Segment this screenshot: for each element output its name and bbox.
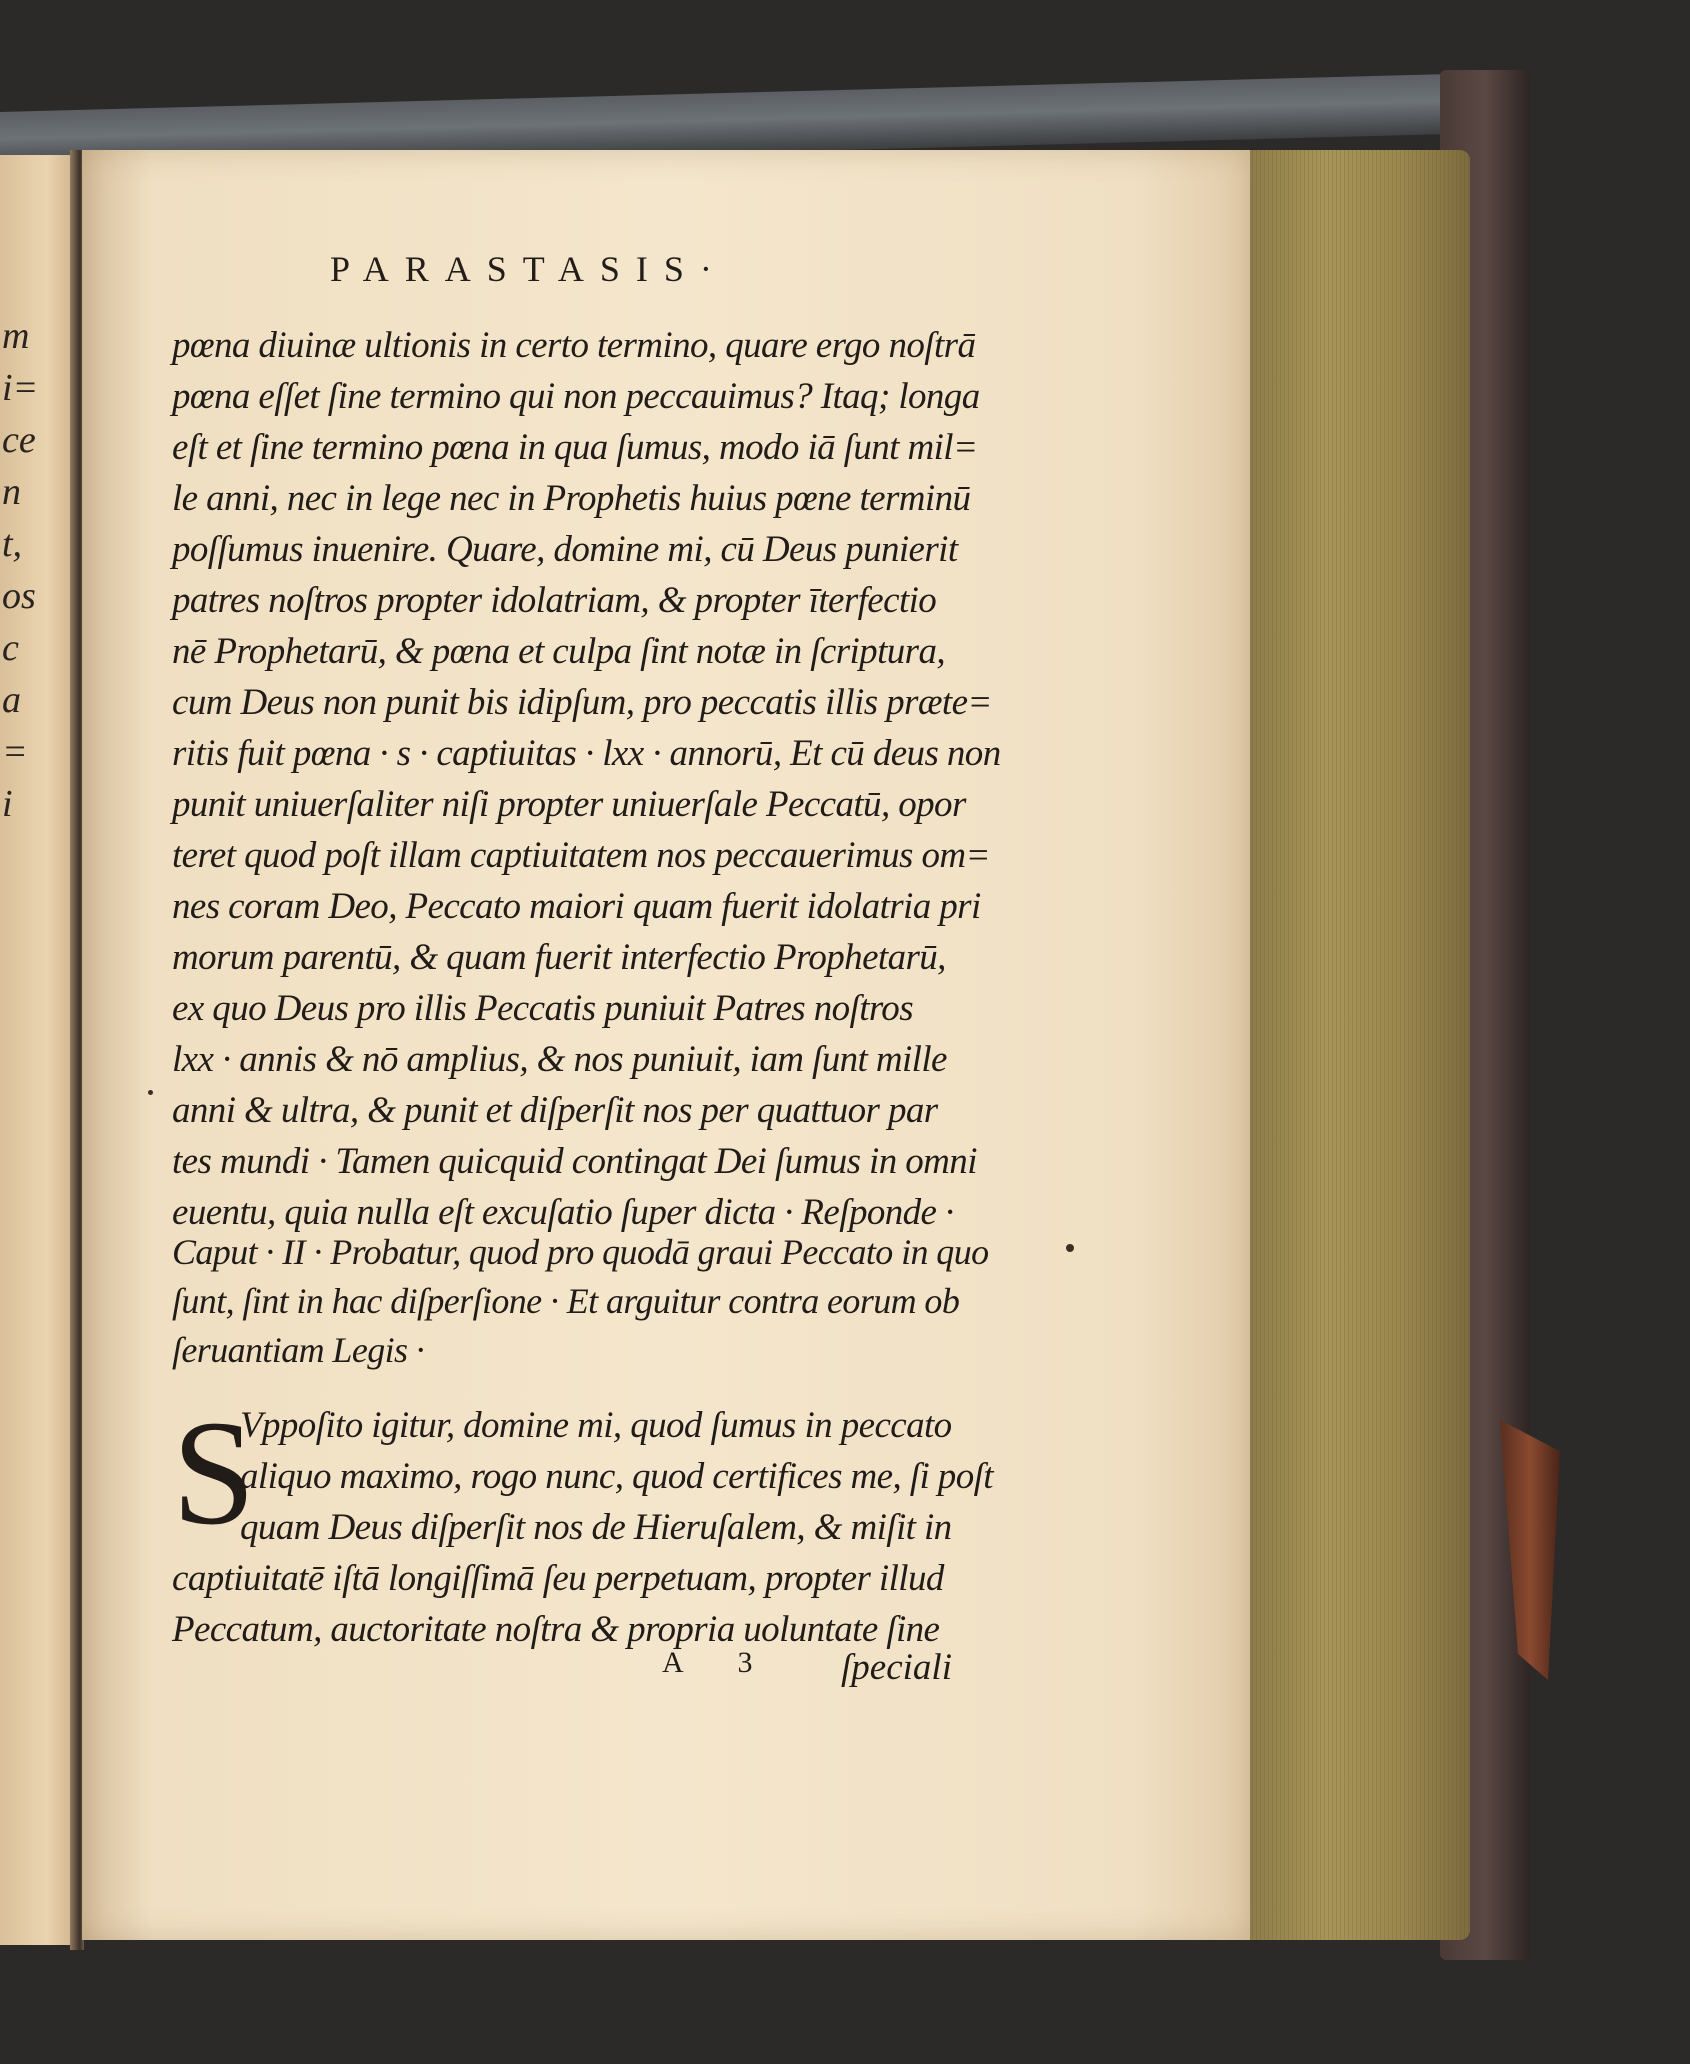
- text-line: captiuitatē iſtā longiſſimā ſeu perpetuam, propter illud: [172, 1558, 944, 1599]
- text-line: pœna diuinæ ultionis in certo termino, quare ergo noſtrā: [172, 325, 976, 366]
- body-paragraph-2: [172, 1390, 993, 1655]
- text-line: morum parentū, & quam fuerit interfectio Prophetarū,: [172, 937, 946, 978]
- left-fragment: i: [2, 783, 13, 825]
- drop-cap: S: [172, 1390, 256, 1556]
- signature-mark: A 3: [662, 1646, 777, 1679]
- left-fragment: m: [2, 315, 30, 357]
- text-line: euentu, quia nulla eſt excuſatio ſuper dicta · Reſponde ·: [172, 1192, 954, 1233]
- running-head: PARASTASIS·: [330, 249, 728, 289]
- text-line: eſt et ſine termino pœna in qua ſumus, modo iā ſunt mil=: [172, 427, 978, 468]
- text-line: ex quo Deus pro illis Peccatis puniuit Patres noſtros: [172, 988, 914, 1029]
- text-line: patres noſtros propter idolatriam, & propter īterfectio: [172, 580, 937, 621]
- heading-line: Caput · II · Probatur, quod pro quodā graui Peccato in quo: [172, 1232, 989, 1272]
- page-footer: [172, 1646, 972, 1696]
- text-line: teret quod poſt illam captiuitatem nos peccauerimus om=: [172, 835, 990, 876]
- left-fragment: c: [2, 627, 19, 669]
- text-line: quam Deus diſperſit nos de Hieruſalem, & miſit in: [240, 1507, 952, 1548]
- text-line: punit uniuerſaliter niſi propter uniuerſale Peccatū, opor: [172, 784, 966, 825]
- ink-speck: [148, 1090, 153, 1095]
- left-fragment: =: [2, 731, 28, 773]
- text-line: cum Deus non punit bis idipſum, pro peccatis illis præte=: [172, 682, 992, 723]
- left-fragment: t,: [2, 523, 23, 565]
- page-block-fore-edge: [1248, 150, 1470, 1940]
- left-fragment: ce: [2, 419, 36, 461]
- chapter-heading: [172, 1228, 989, 1375]
- body-paragraph-1: [172, 320, 1001, 1238]
- text-line: anni & ultra, & punit et diſperſit nos per quattuor par: [172, 1090, 938, 1131]
- text-line: le anni, nec in lege nec in Prophetis huius pœne terminū: [172, 478, 971, 519]
- text-line: Peccatum, auctoritate noſtra & propria uoluntate ſine: [172, 1609, 940, 1650]
- text-line: ritis fuit pœna · s · captiuitas · lxx · annorū, Et cū deus non: [172, 733, 1001, 774]
- text-line: Vppoſito igitur, domine mi, quod ſumus in peccato: [240, 1405, 952, 1446]
- left-fragment: os: [2, 575, 36, 617]
- text-line: tes mundi · Tamen quicquid contingat Dei ſumus in omni: [172, 1141, 977, 1182]
- left-fragment: a: [2, 679, 21, 721]
- text-line: nes coram Deo, Peccato maiori quam fuerit idolatria pri: [172, 886, 981, 927]
- text-line: aliquo maximo, rogo nunc, quod certifices me, ſi poſt: [240, 1456, 993, 1497]
- text-line: pœna eſſet ſine termino qui non peccauimus? Itaq; longa: [172, 376, 980, 417]
- ink-speck: [1066, 1244, 1074, 1252]
- text-line: lxx · annis & nō amplius, & nos puniuit, iam ſunt mille: [172, 1039, 947, 1080]
- text-line: poſſumus inuenire. Quare, domine mi, cū Deus punierit: [172, 529, 958, 570]
- heading-line: ſunt, ſint in hac diſperſione · Et arguitur contra eorum ob: [172, 1281, 960, 1321]
- left-fragment: n: [2, 471, 21, 513]
- catchword: ſpeciali: [841, 1647, 952, 1688]
- left-page-text-fragments: [2, 310, 72, 830]
- text-line: nē Prophetarū, & pœna et culpa ſint notæ in ſcriptura,: [172, 631, 946, 672]
- left-fragment: i=: [2, 367, 39, 409]
- heading-line: ſeruantiam Legis ·: [172, 1330, 425, 1370]
